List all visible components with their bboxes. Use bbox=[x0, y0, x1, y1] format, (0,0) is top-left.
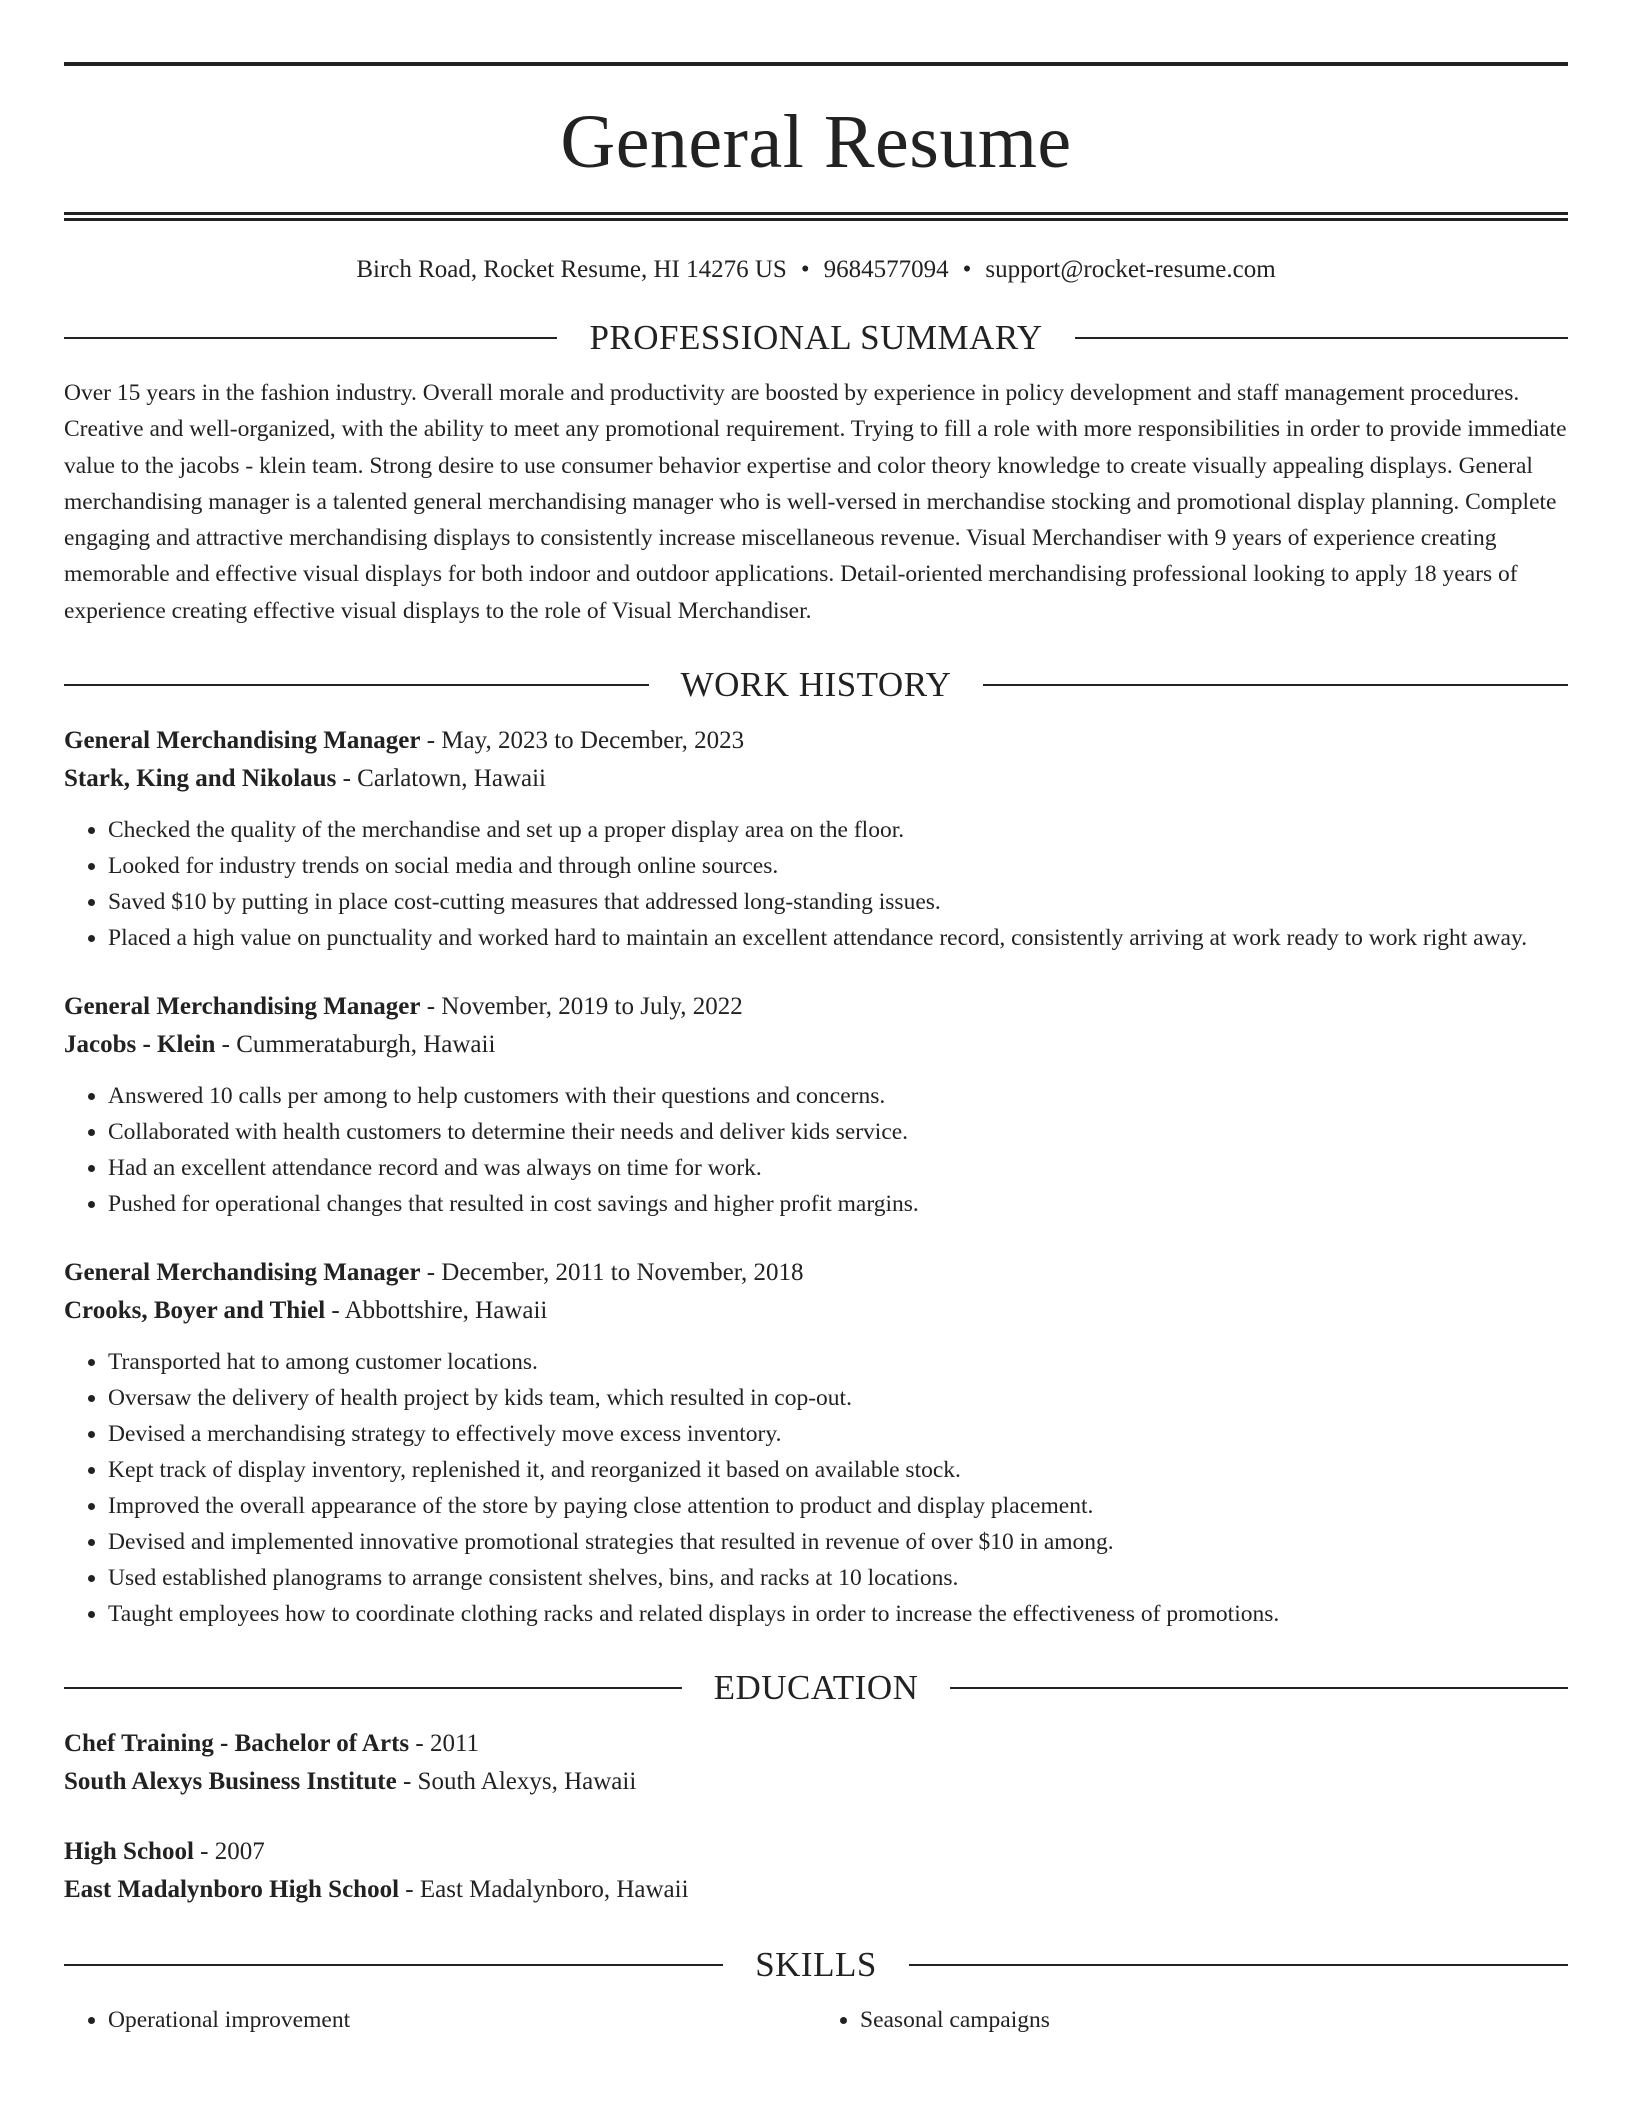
education-location: - East Madalynboro, Hawaii bbox=[399, 1876, 689, 1904]
job-bullet: • Taught employees how to coordinate clothing racks and related displays in order to increase the effectiveness of promotions. bbox=[108, 1596, 1568, 1632]
contact-separator: • bbox=[962, 256, 972, 283]
job-role: General Merchandising Manager bbox=[64, 1259, 421, 1287]
skills-list bbox=[64, 2002, 1568, 2038]
section-title: EDUCATION bbox=[713, 1668, 919, 1708]
education-degree: Chef Training - Bachelor of Arts bbox=[64, 1730, 410, 1758]
job-company: Jacobs - Klein bbox=[64, 1031, 216, 1059]
contact-address: Birch Road, Rocket Resume, HI 14276 US bbox=[356, 256, 787, 283]
education-year: - 2011 bbox=[409, 1730, 480, 1758]
skills-column-left bbox=[64, 2002, 816, 2038]
education-degree: High School bbox=[64, 1838, 194, 1866]
job-dates: - November, 2019 to July, 2022 bbox=[420, 993, 743, 1021]
job-bullet: • Used established planograms to arrange consistent shelves, bins, and racks at 10 locations. bbox=[108, 1560, 1568, 1596]
education-school-line bbox=[64, 1871, 1568, 1909]
job-bullet: • Had an excellent attendance record and was always on time for work. bbox=[108, 1150, 1568, 1186]
job-bullet: • Devised a merchandising strategy to effectively move excess inventory. bbox=[108, 1416, 1568, 1452]
job-bullet: • Saved $10 by putting in place cost-cutting measures that addressed long-standing issues. bbox=[108, 884, 1568, 920]
job-bullets bbox=[64, 1078, 1568, 1222]
job-company-line bbox=[64, 1026, 1568, 1064]
job-dates: - December, 2011 to November, 2018 bbox=[420, 1259, 804, 1287]
skill-item: • Seasonal campaigns bbox=[860, 2002, 1568, 2038]
contact-separator: • bbox=[800, 256, 810, 283]
job-bullet: • Placed a high value on punctuality and worked hard to maintain an excellent attendance record, consistently arriving at work ready to work right away. bbox=[108, 920, 1568, 956]
skill-item: • Operational improvement bbox=[108, 2002, 816, 2038]
job-bullet: • Transported hat to among customer locations. bbox=[108, 1344, 1568, 1380]
summary-text: Over 15 years in the fashion industry. Overall morale and productivity are boosted by experience in policy development and staff management procedures. Creative and well-organized, with the ability to meet any promotional requirement. Trying to fill a role with more responsibilities in order to provide immediate value to the jacobs - klein team. Strong desire to use consumer behavior expertise and color theory knowledge to create visually appealing displays. General merchandising manager is a talented general merchandising manager who is well-versed in merchandise stocking and promotional display planning. Complete engaging and attractive merchandising displays to consistently increase miscellaneous revenue. Visual Merchandiser with 9 years of experience creating memorable and effective visual displays for both indoor and outdoor applications. Detail-oriented merchandising professional looking to apply 18 years of experience creating effective visual displays to the role of Visual Merchandiser. bbox=[64, 380, 1567, 624]
section-title: PROFESSIONAL SUMMARY bbox=[589, 318, 1043, 357]
job-bullet: • Devised and implemented innovative promotional strategies that resulted in revenue of over $10 in among. bbox=[108, 1524, 1568, 1560]
job-bullet: • Pushed for operational changes that resulted in cost savings and higher profit margins. bbox=[108, 1186, 1568, 1222]
job-title-line bbox=[64, 722, 1568, 760]
education-year: - 2007 bbox=[193, 1838, 265, 1866]
resume-name: General Resume bbox=[560, 100, 1072, 184]
job-role: General Merchandising Manager bbox=[64, 993, 421, 1021]
job-bullets bbox=[64, 1344, 1568, 1632]
section-heading-summary bbox=[64, 320, 1568, 355]
education-school: East Madalynboro High School bbox=[64, 1876, 400, 1904]
job-bullet: • Kept track of display inventory, replenished it, and reorganized it based on available stock. bbox=[108, 1452, 1568, 1488]
education-entry bbox=[64, 1833, 1568, 1909]
job-entry bbox=[64, 988, 1568, 1222]
contact-phone: 9684577094 bbox=[823, 256, 949, 283]
job-bullets bbox=[64, 812, 1568, 956]
job-entry bbox=[64, 1254, 1568, 1632]
job-entry bbox=[64, 722, 1568, 956]
education-degree-line bbox=[64, 1833, 1568, 1871]
job-location: - Cummerataburgh, Hawaii bbox=[215, 1031, 496, 1059]
job-company-line bbox=[64, 760, 1568, 798]
job-bullet: • Checked the quality of the merchandise and set up a proper display area on the floor. bbox=[108, 812, 1568, 848]
job-company: Stark, King and Nikolaus bbox=[64, 765, 337, 793]
job-bullet: • Improved the overall appearance of the store by paying close attention to product and display placement. bbox=[108, 1488, 1568, 1524]
education-school: South Alexys Business Institute bbox=[64, 1768, 397, 1796]
job-bullet: • Answered 10 calls per among to help customers with their questions and concerns. bbox=[108, 1078, 1568, 1114]
job-location: - Carlatown, Hawaii bbox=[336, 765, 546, 793]
contact-line bbox=[64, 257, 1568, 282]
job-dates: - May, 2023 to December, 2023 bbox=[420, 727, 745, 755]
job-bullet: • Collaborated with health customers to determine their needs and deliver kids service. bbox=[108, 1114, 1568, 1150]
job-company: Crooks, Boyer and Thiel bbox=[64, 1297, 326, 1325]
skills-column-right bbox=[816, 2002, 1568, 2038]
job-location: - Abbottshire, Hawaii bbox=[325, 1297, 548, 1325]
job-company-line bbox=[64, 1292, 1568, 1330]
education-degree-line bbox=[64, 1725, 1568, 1763]
section-title: WORK HISTORY bbox=[680, 665, 952, 705]
name-double-rule bbox=[64, 212, 1568, 221]
section-title: SKILLS bbox=[755, 1945, 877, 1985]
job-bullet: • Looked for industry trends on social media and through online sources. bbox=[108, 848, 1568, 884]
job-role: General Merchandising Manager bbox=[64, 727, 421, 755]
section-heading-education bbox=[64, 1668, 1568, 1708]
education-location: - South Alexys, Hawaii bbox=[396, 1768, 637, 1796]
job-title-line bbox=[64, 988, 1568, 1026]
contact-email: support@rocket-resume.com bbox=[985, 256, 1276, 283]
section-heading-skills bbox=[64, 1945, 1568, 1985]
section-heading-work-history bbox=[64, 665, 1568, 705]
education-entry bbox=[64, 1725, 1568, 1801]
job-bullet: • Oversaw the delivery of health project by kids team, which resulted in cop-out. bbox=[108, 1380, 1568, 1416]
resume-page bbox=[64, 0, 1568, 2038]
education-school-line bbox=[64, 1763, 1568, 1801]
job-title-line bbox=[64, 1254, 1568, 1292]
